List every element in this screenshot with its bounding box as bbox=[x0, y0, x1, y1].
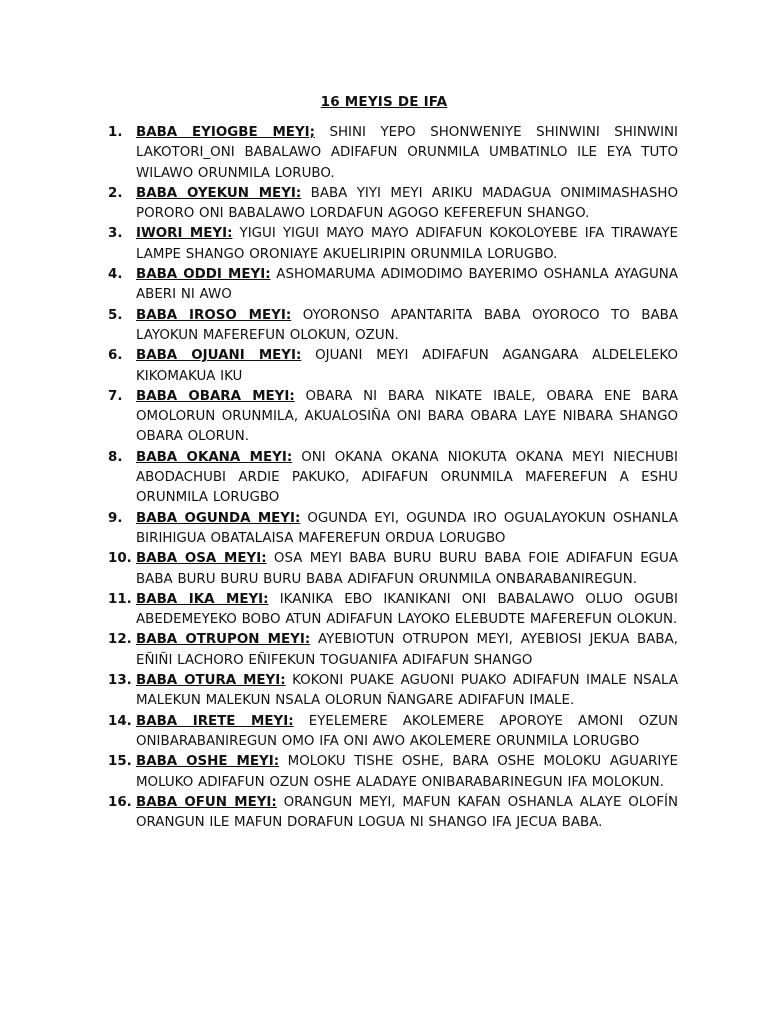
item-heading: BABA IKA MEYI: bbox=[136, 591, 269, 607]
item-number: 7. bbox=[108, 388, 123, 404]
item-number: 14. bbox=[108, 713, 132, 729]
item-number: 8. bbox=[108, 449, 123, 465]
item-number: 10. bbox=[108, 551, 132, 567]
list-item bbox=[108, 549, 678, 590]
item-text: YIGUI YIGUI MAYO MAYO ADIFAFUN KOKOLOYEBE IFA TIRAWAYE LAMPE SHANGO ORONIAYE AKUELIRIPIN ORUNMILA LORUGBO. bbox=[136, 226, 678, 262]
item-heading: BABA OSA MEYI: bbox=[136, 551, 267, 567]
item-heading: BABA OBARA MEYI: bbox=[136, 388, 295, 404]
list-item bbox=[108, 448, 678, 509]
item-heading: IWORI MEYI: bbox=[136, 226, 233, 242]
item-number: 2. bbox=[108, 185, 123, 201]
item-text: OYORONSO APANTARITA BABA OYOROCO TO BABA LAYOKUN MAFEREFUN OLOKUN, OZUN. bbox=[136, 307, 678, 343]
list-item bbox=[108, 184, 678, 225]
list-item bbox=[108, 265, 678, 306]
item-text: OSA MEYI BABA BURU BURU BABA FOIE ADIFAFUN EGUA BABA BURU BURU BURU BABA ADIFAFUN ORUNMILA ONBARABANIREGUN. bbox=[136, 551, 678, 587]
item-text: ONI OKANA OKANA NIOKUTA OKANA MEYI NIECHUBI ABODACHUBI ARDIE PAKUKO, ADIFAFUN ORUNMILA MAFEREFUN A ESHU ORUNMILA LORUGBO bbox=[136, 449, 678, 506]
item-heading: BABA OJUANI MEYI: bbox=[136, 348, 302, 364]
item-text: OGUNDA EYI, OGUNDA IRO OGUALAYOKUN OSHANLA BIRIHIGUA OBATALAISA MAFEREFUN ORDUA LORUGBO bbox=[136, 510, 679, 546]
item-number: 5. bbox=[108, 307, 123, 323]
item-number: 4. bbox=[108, 267, 123, 283]
list-item bbox=[108, 752, 678, 793]
list-item bbox=[108, 630, 678, 671]
item-text: EYELEMERE AKOLEMERE APOROYE AMONI OZUN ONIBARABANIREGUN OMO IFA ONI AWO AKOLEMERE ORUNMILA LORUGBO bbox=[136, 713, 678, 749]
item-text: MOLOKU TISHE OSHE, BARA OSHE MOLOKU AGUARIYE MOLUKO ADIFAFUN OZUN OSHE ALADAYE ONIBARABARINEGUN IFA MOLOKUN. bbox=[136, 754, 678, 790]
item-heading: BABA OTURA MEYI: bbox=[136, 673, 286, 689]
item-text: ASHOMARUMA ADIMODIMO BAYERIMO OSHANLA AYAGUNA ABERI NI AWO bbox=[136, 267, 678, 303]
meyis-list bbox=[108, 123, 678, 833]
item-number: 16. bbox=[108, 794, 132, 810]
item-text: OBARA NI BARA NIKATE IBALE, OBARA ENE BARA OMOLORUN ORUNMILA, AKUALOSIÑA ONI BARA OBARA LAYE NIBARA SHANGO OBARA OLORUN. bbox=[136, 388, 678, 445]
list-item bbox=[108, 671, 678, 712]
list-item bbox=[108, 306, 678, 347]
item-heading: BABA OKANA MEYI: bbox=[136, 449, 293, 465]
list-item bbox=[108, 346, 678, 387]
item-heading: BABA IRETE MEYI: bbox=[136, 713, 294, 729]
item-heading: BABA EYIOGBE MEYI; bbox=[136, 125, 315, 140]
list-item bbox=[108, 123, 678, 184]
list-item bbox=[108, 224, 678, 265]
item-number: 13. bbox=[108, 673, 132, 689]
item-heading: BABA OTRUPON MEYI: bbox=[136, 632, 311, 648]
item-number: 11. bbox=[108, 591, 132, 607]
item-heading: BABA OGUNDA MEYI: bbox=[136, 510, 301, 526]
list-item bbox=[108, 712, 678, 753]
list-item bbox=[108, 509, 678, 550]
item-number: 9. bbox=[108, 510, 123, 526]
item-text: AYEBIOTUN OTRUPON MEYI, AYEBIOSI JEKUA BABA, EÑIÑI LACHORO EÑIFEKUN TOGUANIFA ADIFAFUN SHANGO bbox=[136, 632, 678, 668]
item-text: OJUANI MEYI ADIFAFUN AGANGARA ALDELELEKO KIKOMAKUA IKU bbox=[136, 348, 678, 384]
item-text: BABA YIYI MEYI ARIKU MADAGUA ONIMIMASHASHO PORORO ONI BABALAWO LORDAFUN AGOGO KEFEREFUN SHANGO. bbox=[136, 185, 678, 222]
item-heading: BABA OFUN MEYI: bbox=[136, 794, 277, 810]
page-title: 16 MEYIS DE IFA bbox=[320, 94, 448, 110]
item-number: 3. bbox=[108, 226, 123, 242]
item-text: IKANIKA EBO IKANIKANI ONI BABALAWO OLUO OGUBI ABEDEMEYEKO BOBO ATUN ADIFAFUN LAYOKO ELEBUDTE MAFEREFUN OLOKUN. bbox=[136, 591, 678, 628]
list-item bbox=[108, 387, 678, 448]
list-item bbox=[108, 793, 678, 834]
item-text: ORANGUN MEYI, MAFUN KAFAN OSHANLA ALAYE OLOFÍN ORANGUN ILE MAFUN DORAFUN LOGUA NI SHANGO IFA JECUA BABA. bbox=[136, 794, 678, 831]
item-number: 12. bbox=[108, 632, 132, 648]
item-text: SHINI YEPO SHONWENIYE SHINWINI SHINWINI LAKOTORI_ONI BABALAWO ADIFAFUN ORUNMILA UMBATINLO ILE EYA TUTO WILAWO ORUNMILA LORUBO. bbox=[136, 125, 678, 181]
item-text: KOKONI PUAKE AGUONI PUAKO ADIFAFUN IMALE NSALA MALEKUN MALEKUN NSALA OLORUN ÑANGARE ADIFAFUN IMALE. bbox=[136, 673, 678, 709]
list-item bbox=[108, 590, 678, 631]
item-heading: BABA OSHE MEYI: bbox=[136, 754, 280, 770]
item-heading: BABA OYEKUN MEYI: bbox=[136, 185, 302, 201]
item-heading: BABA ODDI MEYI: bbox=[136, 267, 271, 283]
item-number: 1. bbox=[108, 125, 123, 140]
item-number: 15. bbox=[108, 754, 132, 770]
item-heading: BABA IROSO MEYI: bbox=[136, 307, 292, 323]
item-number: 6. bbox=[108, 348, 123, 364]
